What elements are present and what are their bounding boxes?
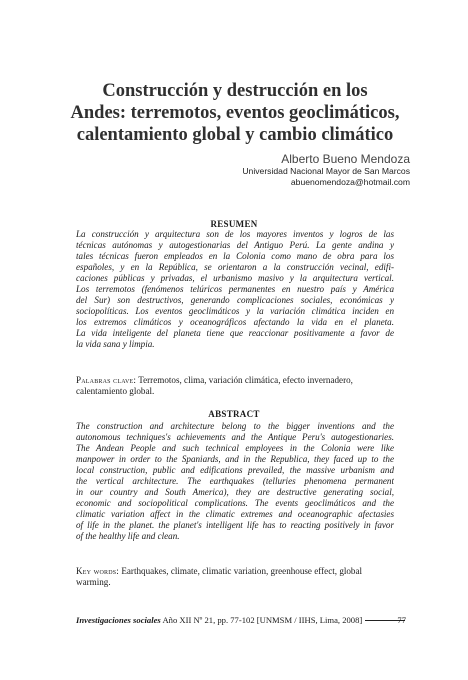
abstract-line: The Andean People and such technical employees in the Colonia were like: [76, 443, 394, 454]
resumen-line: La construcción y arquitectura son de los mayores inventos y logros de las: [76, 229, 394, 239]
abstract-line: local construction, public and edifications prevailed, the massive urbanism and: [76, 465, 394, 476]
journal-name: Investigaciones sociales: [76, 615, 161, 625]
resumen-line: caciones públicas y privadas, el urbanismo masivo y la arquitectura vertical.: [76, 273, 394, 284]
abstract-line: autonomous techniques's achievements and the Antique Peru's autogestionaries.: [76, 432, 394, 443]
resumen-line: los extremos climáticos y oceanográficos afectando la vida en el planeta.: [76, 317, 394, 328]
resumen-body: [76, 229, 394, 351]
resumen-line: La vida inteligente del planeta tiene que reaccionar positivamente a favor de: [76, 328, 394, 339]
author-name: Alberto Bueno Mendoza: [281, 152, 410, 166]
palabras-clave-text: Terremotos, clima, variación climática, efecto invernadero, calentamiento global.: [76, 375, 353, 397]
abstract-line: of life in the planet. the planet's intelligent life has to reacting positively in favor: [76, 520, 394, 531]
key-words: [76, 566, 394, 588]
author-email: abuenomendoza@hotmail.com: [290, 177, 410, 187]
palabras-clave: [76, 375, 394, 397]
journal-citation: Año XII Nº 21, pp. 77-102 [UNMSM / IIHS, Lima, 2008]: [162, 615, 363, 625]
abstract-line: climatic variation affect in the climatic extremes and oceanographic afectasies: [76, 509, 394, 520]
palabras-clave-label: Palabras clave:: [76, 375, 137, 385]
author-block: [242, 152, 410, 188]
resumen-line: Los terremotos (fenómenos telúricos permanentes en nuestro país y América: [76, 284, 394, 295]
abstract-heading: ABSTRACT: [208, 409, 260, 419]
abstract-line: economic and sociopolitical complications. The events geoclimáticos and the: [76, 498, 394, 509]
abstract-line: manpower in order to the Spaniards, and in the Republica, they faced up to the: [76, 454, 394, 465]
page-number: 77: [397, 615, 406, 625]
abstract-line: in our country and South America), they are destructive generating social,: [76, 487, 394, 498]
resumen-line: técnicas autónomas y autogestionarias del Antiguo Perú. La gente andina y: [76, 240, 394, 251]
resumen-heading: RESUMEN: [210, 219, 258, 229]
abstract-body: [76, 421, 394, 543]
resumen-line: del Sur) son destructivos, generando complicaciones sociales, económicas y: [76, 295, 394, 306]
abstract-line: of the healthy life and clean.: [76, 531, 180, 542]
title-line: calentamiento global y cambio climático: [76, 125, 394, 145]
article-title: [60, 80, 410, 146]
title-line: Andes: terremotos, eventos geoclimáticos,: [70, 103, 400, 123]
title-line: Construcción y destrucción en los: [102, 81, 368, 101]
key-words-label: Key words:: [76, 566, 120, 576]
resumen-line: sociopolíticas. Los eventos geoclimáticos y la variación climática inciden en: [76, 306, 394, 317]
abstract-line: the vertical architecture. The earthquakes (telluries phenomena permanent: [76, 476, 394, 487]
key-words-text: Earthquakes, climate, climatic variation, greenhouse effect, global warming.: [76, 566, 363, 588]
resumen-line: españoles, y en la República, se orientaron a la construcción vecinal, edifi-: [76, 262, 394, 273]
page-footer: [76, 614, 406, 626]
author-affiliation: Universidad Nacional Mayor de San Marcos: [242, 166, 410, 176]
resumen-line: tales técnicas fueron empleados en la Colonia como mano de obra para los: [76, 251, 394, 262]
abstract-line: The construction and architecture belong to the bigger inventions and the: [76, 421, 394, 431]
resumen-line: la vida sana y limpia.: [76, 339, 155, 350]
